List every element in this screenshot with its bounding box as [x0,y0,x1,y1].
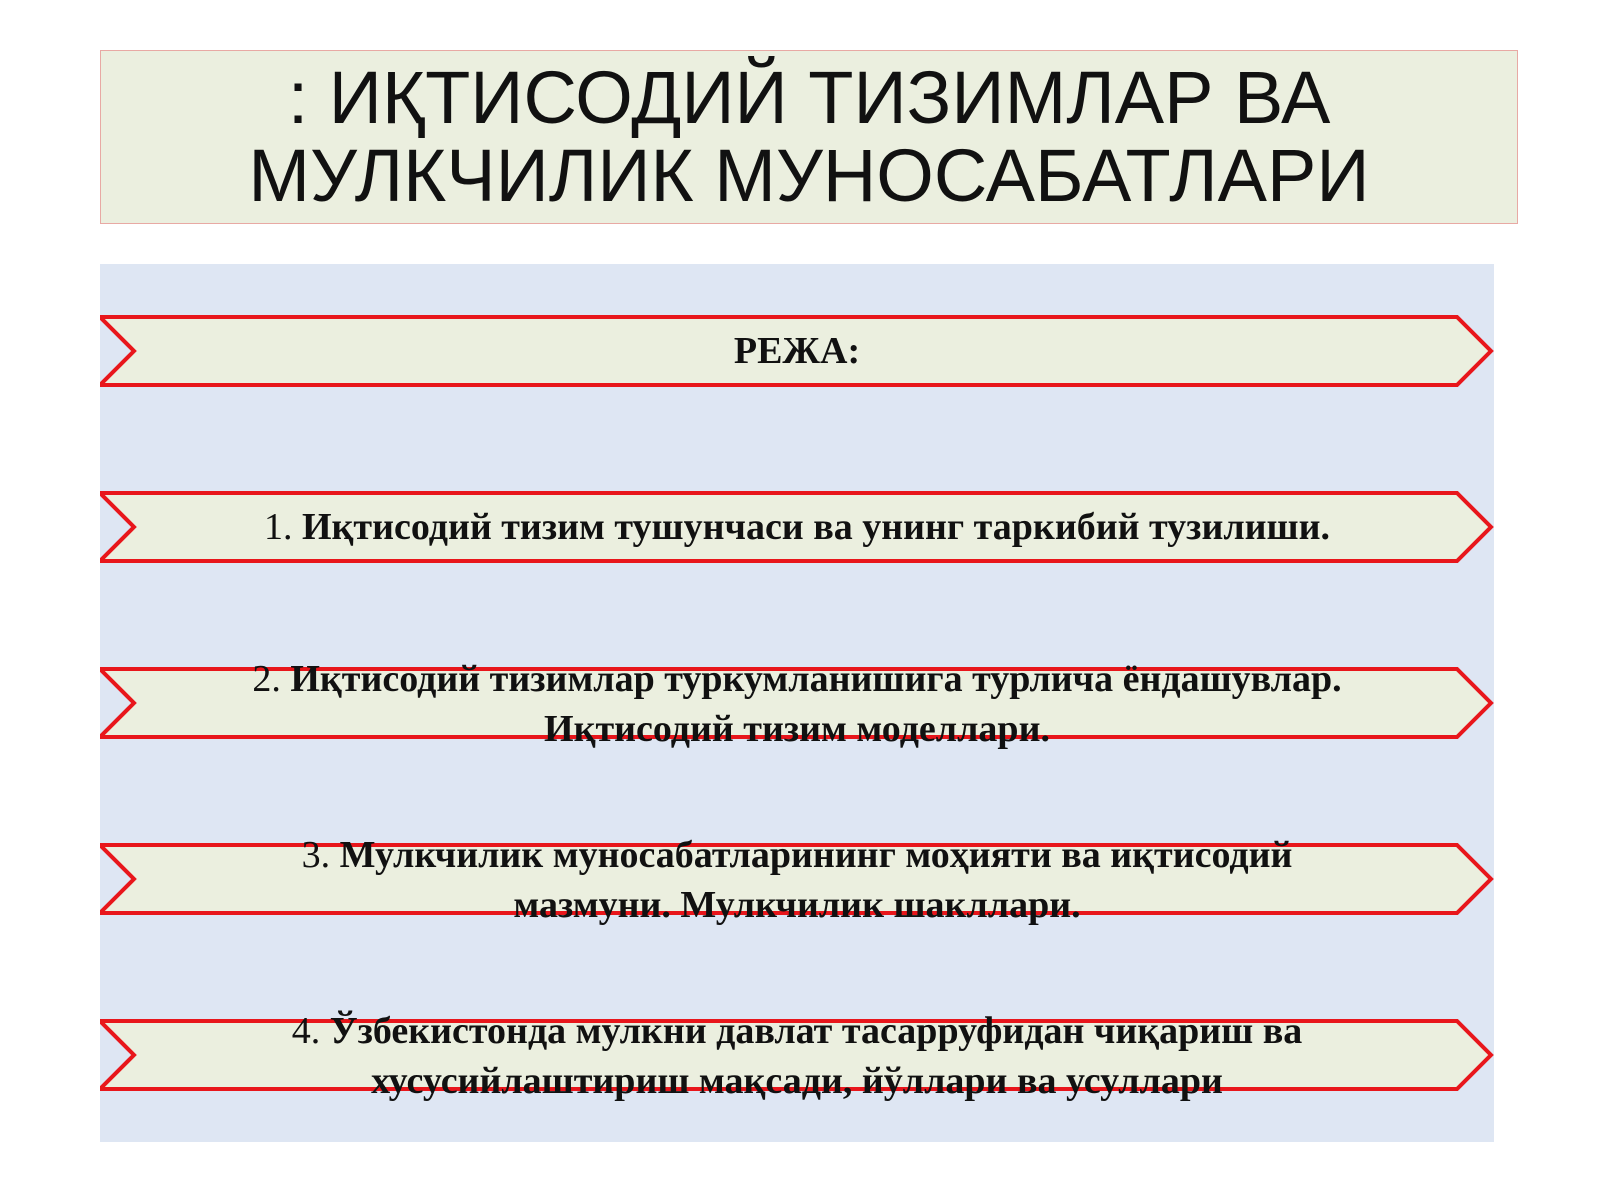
title-line-2: МУЛКЧИЛИК МУНОСАБАТЛАРИ [248,134,1370,217]
plan-item-4 [100,1010,1494,1102]
plan-item-3-text [130,830,1464,930]
plan-item-4-number: 4. [291,1010,321,1052]
plan-item-4-text [130,1006,1464,1106]
plan-item-4-line-1: Ўзбекистонда мулкни давлат тасарруфидан чиқариш ва [329,1010,1303,1052]
plan-panel [100,264,1494,1142]
plan-item-2 [100,658,1494,750]
plan-item-3-line-1: Мулкчилик муносабатларининг моҳияти ва иқтисодий [339,834,1293,876]
plan-heading [130,326,1464,376]
plan-item-1 [100,490,1494,564]
plan-item-2-number: 2. [252,658,281,700]
plan-item-2-line-2: Иқтисодий тизим моделлари. [544,708,1050,750]
title-line-1: : ИҚТИСОДИЙ ТИЗИМЛАР ВА [287,56,1331,139]
plan-item-3-number: 3. [301,834,340,876]
plan-item-1-number: 1. [263,506,293,548]
plan-heading-text: РЕЖА: [733,330,861,372]
slide-title [100,50,1518,224]
plan-item-2-line-1: Иқтисодий тизимлар туркумланишига турлича ёндашувлар. [290,658,1342,700]
plan-item-1-text [130,502,1464,552]
plan-heading-chevron [100,314,1494,388]
plan-item-3-line-2: мазмуни. Мулкчилик шакллари. [513,884,1081,926]
plan-item-4-line-2: хусусийлаштириш мақсади, йўллари ва усуллари [371,1060,1223,1102]
plan-item-1-line-1: Иқтисодий тизим тушунчаси ва унинг таркибий тузилиши. [301,506,1331,548]
plan-item-2-text [130,654,1464,754]
plan-item-3 [100,834,1494,926]
